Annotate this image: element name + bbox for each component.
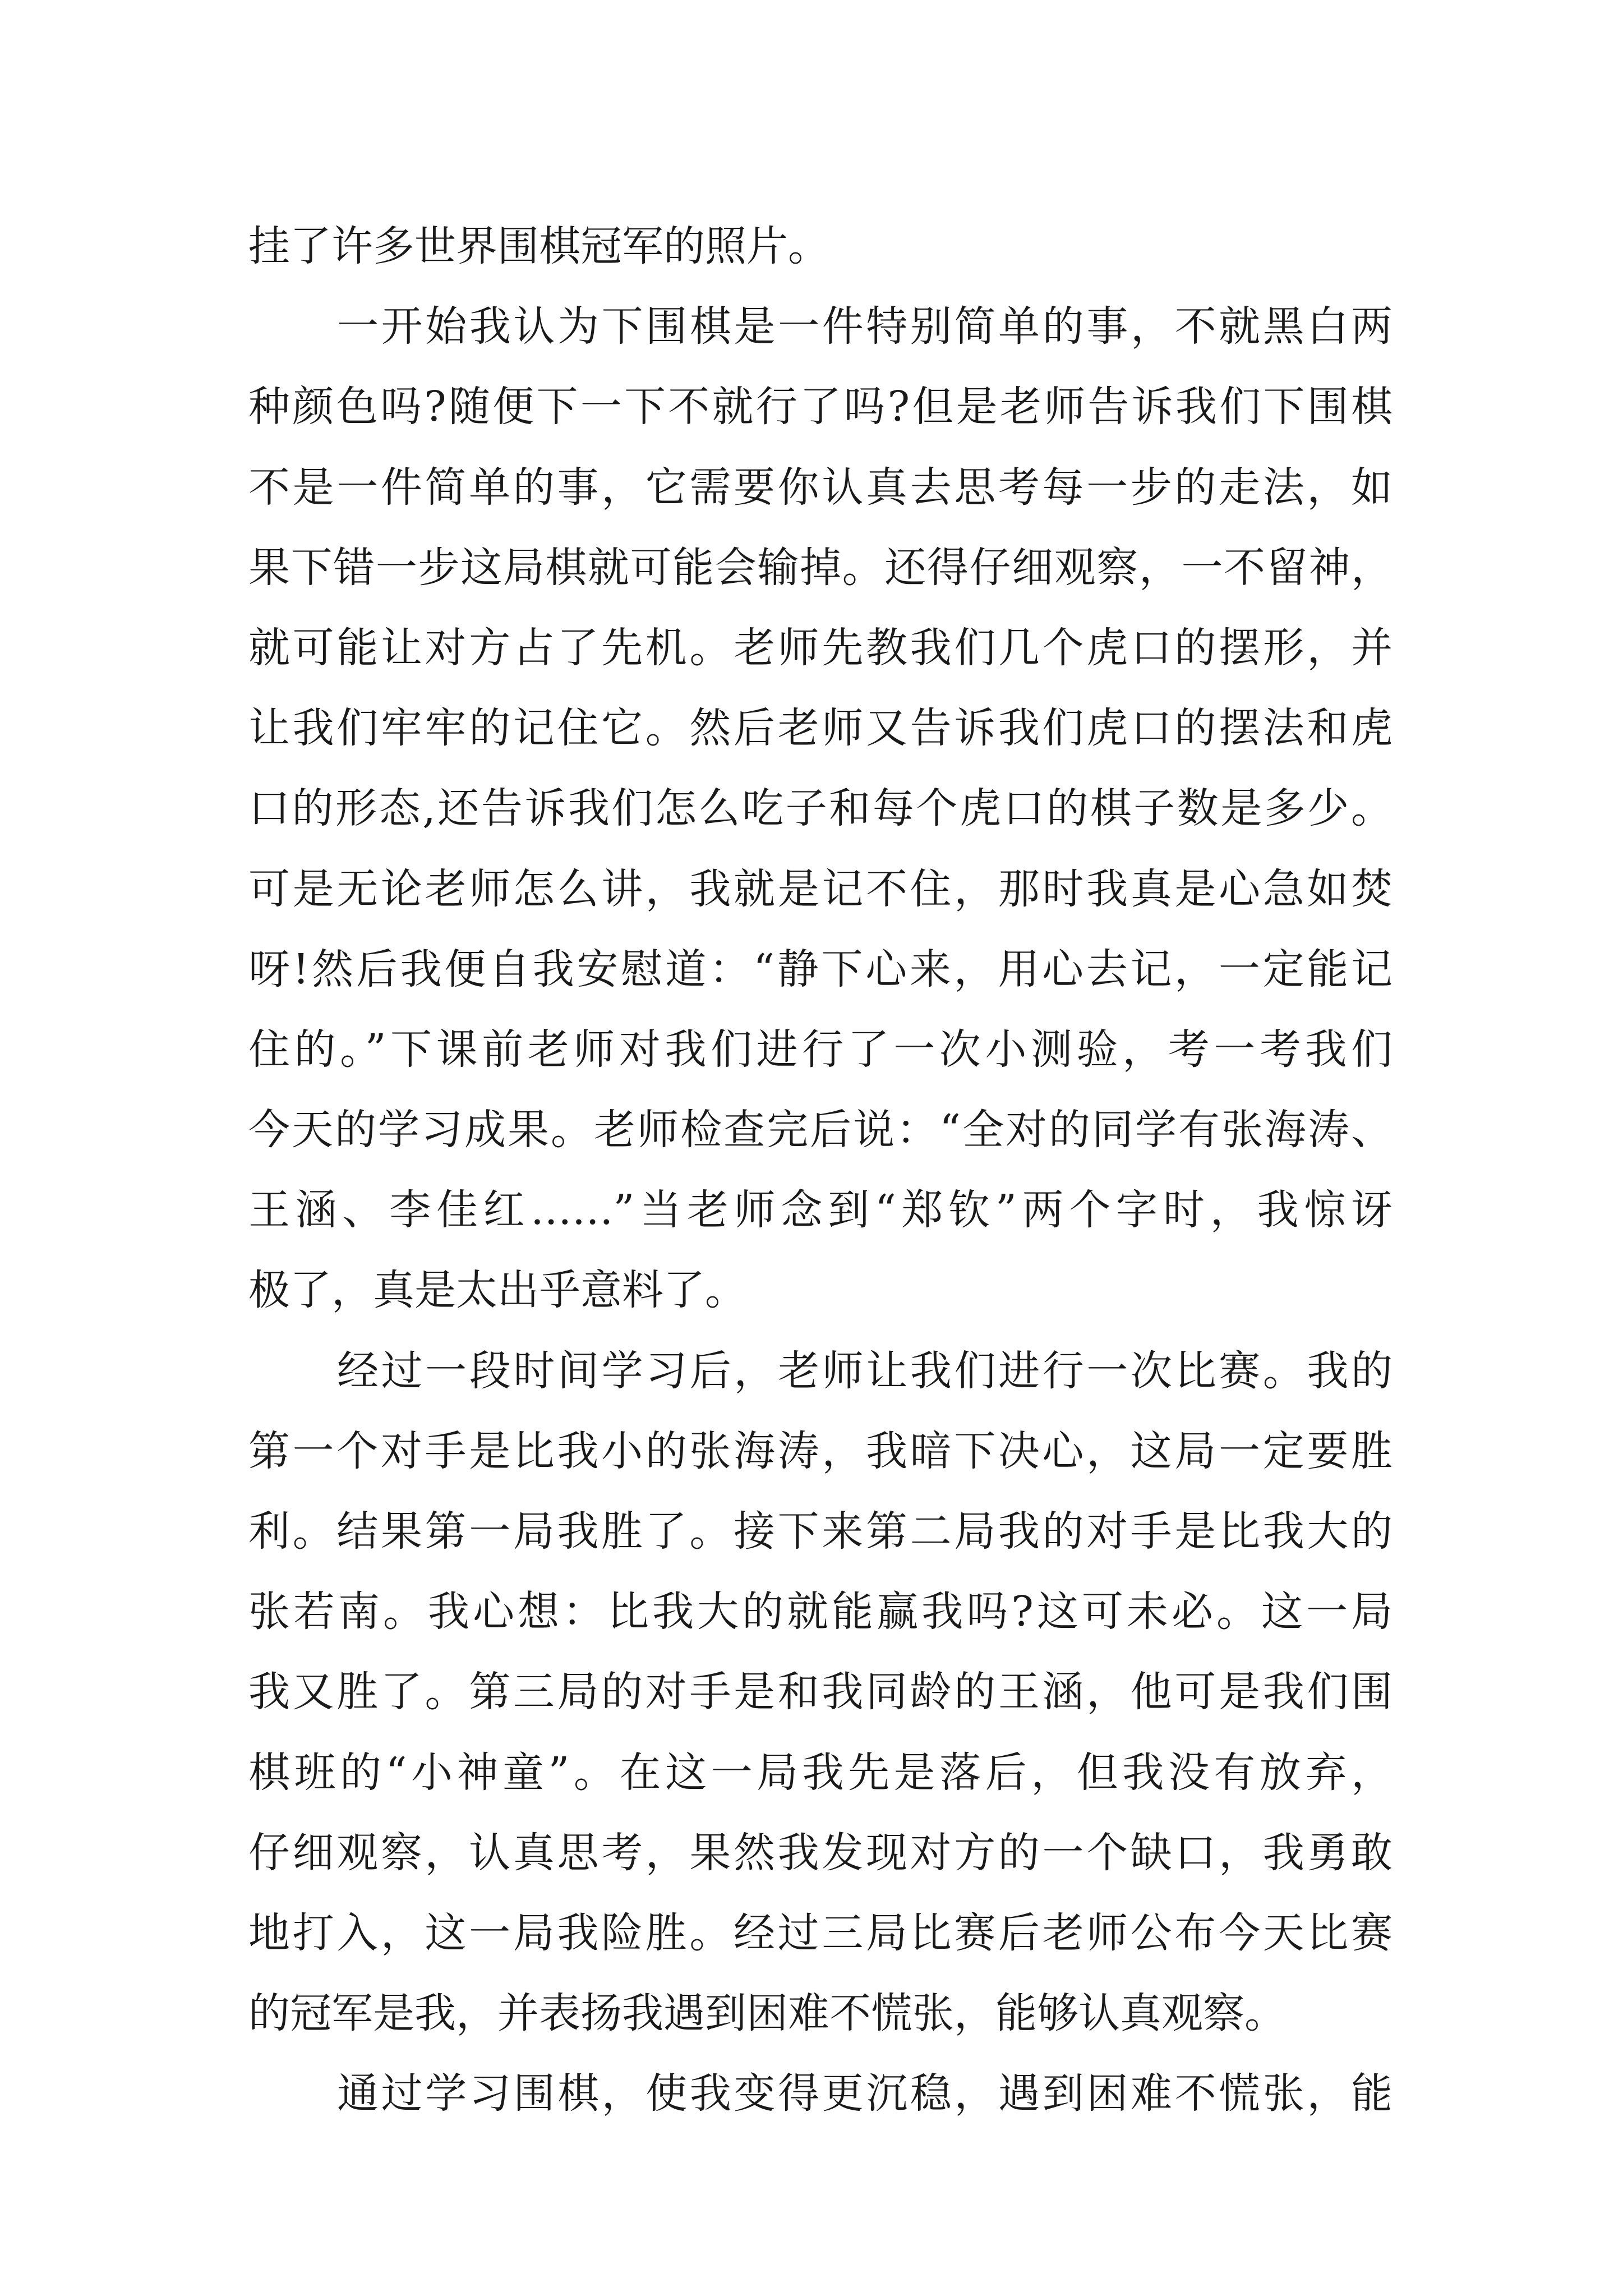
text-line: 的冠军是我，并表扬我遇到困难不慌张，能够认真观察。 <box>248 1989 1286 2038</box>
text-line: 不是一件简单的事，它需要你认真去思考每一步的走法，如 <box>248 463 1393 512</box>
text-line: 口的形态,还告诉我们怎么吃子和每个虎口的棋子数是多少。 <box>248 784 1393 833</box>
text-line: 极了，真是太出乎意料了。 <box>248 1266 746 1315</box>
text-line: 今天的学习成果。老师检查完后说：“全对的同学有张海涛、 <box>248 1106 1393 1154</box>
text-line: 经过一段时间学习后，老师让我们进行一次比赛。我的 <box>337 1346 1393 1395</box>
text-line: 第一个对手是比我小的张海涛，我暗下决心，这局一定要胜 <box>248 1427 1393 1475</box>
text-line: 挂了许多世界围棋冠军的照片。 <box>248 222 829 270</box>
text-line: 我又胜了。第三局的对手是和我同龄的王涵，他可是我们围 <box>248 1668 1393 1717</box>
text-line: 呀!然后我便自我安慰道：“静下心来，用心去记，一定能记 <box>248 945 1393 993</box>
text-line: 张若南。我心想：比我大的就能赢我吗?这可未必。这一局 <box>248 1588 1393 1636</box>
text-line: 可是无论老师怎么讲，我就是记不住，那时我真是心急如焚 <box>248 864 1393 913</box>
text-line: 棋班的“小神童”。在这一局我先是落后，但我没有放弃， <box>248 1748 1393 1797</box>
text-line: 果下错一步这局棋就可能会输掉。还得仔细观察，一不留神， <box>248 543 1393 592</box>
body-text <box>248 206 1393 2134</box>
text-line: 地打入，这一局我险胜。经过三局比赛后老师公布今天比赛 <box>248 1908 1393 1957</box>
text-line: 就可能让对方占了先机。老师先教我们几个虎口的摆形，并 <box>248 623 1393 672</box>
text-line: 一开始我认为下围棋是一件特别简单的事，不就黑白两 <box>337 302 1393 351</box>
text-line: 住的。”下课前老师对我们进行了一次小测验，考一考我们 <box>248 1025 1393 1074</box>
text-line: 利。结果第一局我胜了。接下来第二局我的对手是比我大的 <box>248 1507 1393 1556</box>
text-line: 王涵、李佳红……”当老师念到“郑钦”两个字时，我惊讶 <box>248 1186 1393 1235</box>
text-line: 通过学习围棋，使我变得更沉稳，遇到困难不慌张，能 <box>337 2069 1393 2118</box>
text-line: 让我们牢牢的记住它。然后老师又告诉我们虎口的摆法和虎 <box>248 704 1393 753</box>
text-line: 种颜色吗?随便下一下不就行了吗?但是老师告诉我们下围棋 <box>248 383 1393 431</box>
text-line: 仔细观察，认真思考，果然我发现对方的一个缺口，我勇敢 <box>248 1828 1393 1877</box>
